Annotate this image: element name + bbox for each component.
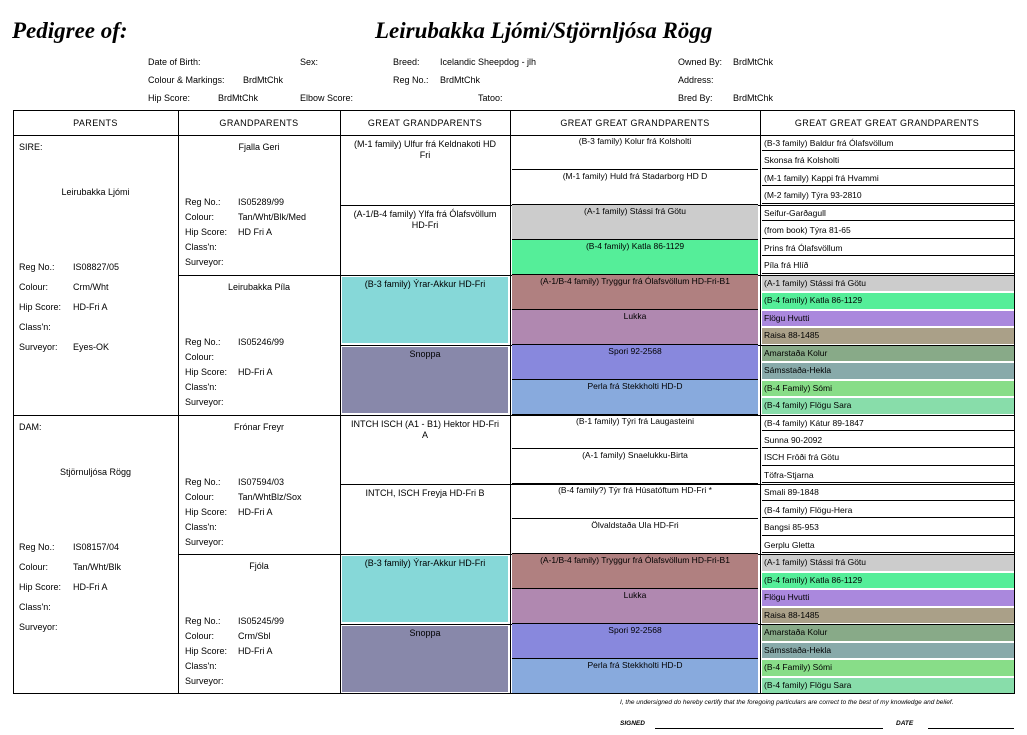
- grandparent-field-label: Class'n:: [185, 242, 217, 252]
- great-grandparent-name: INTCH ISCH (A1 - B1) Hektor HD-Fri A: [350, 418, 499, 440]
- ggg-grandparent-name: Sámsstaða-Hekla: [762, 643, 1014, 658]
- great-grandparent-name: (A-1/B-4 family) Ylfa frá Ólafsvöllum HD-Fri: [353, 208, 497, 230]
- gg-grandparent-name: (A-1 family) Stássi frá Götu: [512, 205, 758, 240]
- parent-field-label: Colour:: [19, 561, 49, 572]
- parent-field-value: Eyes-OK: [73, 342, 110, 352]
- grandparent-field-value: HD-Fri A: [238, 646, 273, 657]
- breed-value: Icelandic Sheepdog - jlh: [440, 57, 537, 67]
- grandparent-field-label: Colour:: [185, 631, 215, 642]
- grandparent-field-label: Hip Score:: [185, 646, 228, 657]
- grandparent-field-value: Tan/WhtBlz/Sox: [238, 491, 302, 502]
- parent-field-label: Surveyor:: [19, 342, 58, 352]
- dob-label: Date of Birth:: [148, 57, 201, 67]
- parent-field-value: HD-Fri A: [73, 581, 108, 592]
- bred-label: Bred By:: [678, 93, 713, 103]
- ggg-grandparent-name: (A-1 family) Stássi frá Götu: [762, 555, 1014, 570]
- ggg-grandparent-name: (B-4 family) Flögu Sara: [762, 678, 1014, 693]
- signature-line: [655, 728, 883, 729]
- great-grandparent-name: INTCH, ISCH Freyja HD-Fri B: [365, 488, 485, 499]
- ggg-grandparent-name: Flögu Hvutti: [762, 311, 1014, 326]
- column-header: GRANDPARENTS: [219, 117, 299, 128]
- ggg-grandparent-name: (B-4 family) Kátur 89-1847: [762, 416, 1014, 431]
- ggg-grandparent-name: (B-4 Family) Sómi: [762, 660, 1014, 675]
- grandparent-field-label: Surveyor:: [185, 396, 224, 407]
- gg-grandparent-name: Perla frá Stekkholti HD-D: [512, 659, 758, 694]
- ggg-grandparent-name: Seifur-Garðagull: [762, 206, 1014, 221]
- grandparent-field-value: IS05289/99: [238, 197, 285, 207]
- gg-grandparent-name: Lukka: [512, 310, 758, 345]
- grandparent-field-label: Surveyor:: [185, 536, 224, 547]
- colour-label: Colour & Markings:: [148, 75, 225, 85]
- great-grandparent-name: (B-3 family) Ýrar-Akkur HD-Fri: [364, 558, 486, 569]
- parent-field-value: Tan/Wht/Blk: [73, 561, 122, 572]
- ggg-grandparent-name: (from book) Týra 81-65: [762, 223, 1014, 238]
- parent-field-label: Hip Score:: [19, 302, 62, 312]
- grandparent-field-label: Reg No.:: [185, 197, 221, 207]
- ggg-grandparent-name: (B-4 family) Katla 86-1129: [762, 573, 1014, 588]
- date-label: DATE: [896, 720, 914, 727]
- ggg-grandparent-name: (A-1 family) Stássi frá Götu: [762, 276, 1014, 291]
- ggg-grandparent-name: Gerplu Gletta: [762, 538, 1014, 553]
- ggg-grandparent-name: (M-1 family) Kappi frá Hvammi: [762, 171, 1014, 186]
- parent-field-label: Hip Score:: [19, 581, 62, 592]
- great-grandparent-name: Snoppa: [409, 348, 441, 359]
- parent-field-value: IS08827/05: [73, 262, 120, 272]
- grandparent-name: Fjalla Geri: [238, 142, 280, 152]
- ggg-grandparent-name: Raisa 88-1485: [762, 608, 1014, 623]
- great-grandparent-name: Snoppa: [409, 628, 441, 639]
- gg-grandparent-name: (M-1 family) Huld frá Stadarborg HD D: [512, 170, 758, 205]
- grandparent-field-value: IS05245/99: [238, 616, 285, 627]
- grandparent-field-label: Class'n:: [185, 521, 217, 532]
- grandparent-field-label: Reg No.:: [185, 616, 221, 627]
- great-grandparent-name: (B-3 family) Ýrar-Akkur HD-Fri: [364, 278, 486, 289]
- grandparent-field-value: IS07594/03: [238, 476, 285, 487]
- ggg-grandparent-name: (B-4 Family) Sómi: [762, 381, 1014, 396]
- parent-field-value: HD-Fri A: [73, 302, 108, 312]
- parent-name: Stjörnuljósa Rögg: [59, 466, 132, 477]
- gg-grandparent-name: Perla frá Stekkholti HD-D: [512, 380, 758, 415]
- regno-value: BrdMtChk: [440, 75, 481, 85]
- ggg-grandparent-name: Raisa 88-1485: [762, 328, 1014, 343]
- grandparent-field-label: Hip Score:: [185, 366, 228, 377]
- parent-field-label: Class'n:: [19, 322, 51, 332]
- grandparent-field-label: Surveyor:: [185, 257, 224, 267]
- gg-grandparent-name: Spori 92-2568: [512, 624, 758, 659]
- column-header: PARENTS: [73, 117, 118, 128]
- great-grandparent-name: (M-1 family) Ulfur frá Keldnakoti HD Fri: [353, 139, 497, 160]
- grandparent-field-label: Hip Score:: [185, 227, 228, 237]
- sex-label: Sex:: [300, 57, 319, 67]
- grandparent-field-label: Class'n:: [185, 381, 217, 392]
- grandparent-field-label: Colour:: [185, 351, 215, 362]
- ggg-grandparent-name: ISCH Frōði frá Götu: [762, 450, 1014, 465]
- grandparent-field-label: Reg No.:: [185, 476, 221, 487]
- parent-field-label: Reg No.:: [19, 541, 55, 552]
- parent-role: SIRE:: [19, 142, 43, 152]
- address-label: Address:: [678, 75, 714, 85]
- column-divider: [510, 110, 511, 694]
- ggg-grandparent-name: Prins frá Ólafsvöllum: [762, 241, 1014, 256]
- parent-field-label: Reg No.:: [19, 262, 55, 272]
- ggg-grandparent-name: Smali 89-1848: [762, 485, 1014, 500]
- ggg-grandparent-name: (M-2 family) Týra 93-2810: [762, 188, 1014, 203]
- gg-grandparent-name: (B-4 family) Katla 86-1129: [512, 240, 758, 275]
- gg-grandparent-name: Ölvaldstaða Ula HD-Fri: [512, 519, 758, 554]
- parent-field-label: Class'n:: [19, 601, 51, 612]
- hip-label: Hip Score:: [148, 93, 191, 103]
- ggg-grandparent-name: Skonsa frá Kolsholti: [762, 153, 1014, 168]
- grandparent-field-value: Tan/Wht/Blk/Med: [238, 212, 307, 222]
- owned-label: Owned By:: [678, 57, 723, 67]
- gg-grandparent-name: (A-1 family) Snaelukku-Birta: [512, 449, 758, 484]
- owned-value: BrdMtChk: [733, 57, 774, 67]
- column-divider: [178, 110, 179, 694]
- ggg-grandparent-name: Sámsstaða-Hekla: [762, 363, 1014, 378]
- gg-grandparent-name: (B-1 family) Týri frá Laugasteini: [512, 415, 758, 450]
- column-header: GREAT GRANDPARENTS: [367, 117, 483, 128]
- date-line: [928, 728, 1014, 729]
- gg-grandparent-name: (B-4 family?) Týr frá Húsatóftum HD-Fri *: [512, 484, 758, 519]
- grandparent-field-value: HD-Fri A: [238, 366, 273, 377]
- ggg-grandparent-name: (B-4 family) Katla 86-1129: [762, 293, 1014, 308]
- ggg-grandparent-name: Píla frá Hlíð: [762, 258, 1014, 273]
- parent-role: DAM:: [19, 421, 42, 432]
- gg-grandparent-name: Spori 92-2568: [512, 345, 758, 380]
- grandparent-field-label: Surveyor:: [185, 676, 224, 687]
- bred-value: BrdMtChk: [733, 93, 774, 103]
- ggg-grandparent-name: Töfra-Stjarna: [762, 468, 1014, 483]
- column-header: GREAT GREAT GRANDPARENTS: [560, 117, 710, 128]
- ggg-grandparent-name: (B-3 family) Baldur frá Ólafsvöllum: [762, 136, 1014, 151]
- grandparent-field-value: HD Fri A: [238, 227, 273, 237]
- dog-name-title: Leirubakka Ljómi/Stjörnljósa Rögg: [375, 18, 713, 43]
- tatoo-label: Tatoo:: [478, 93, 503, 103]
- parent-name: Leirubakka Ljómi: [61, 187, 130, 197]
- grandparent-field-value: HD-Fri A: [238, 506, 273, 517]
- ggg-grandparent-name: Amarstaða Kolur: [762, 346, 1014, 361]
- ggg-grandparent-name: Bangsi 85-953: [762, 520, 1014, 535]
- grandparent-field-label: Class'n:: [185, 661, 217, 672]
- gg-grandparent-name: (A-1/B-4 family) Tryggur frá Ólafsvöllum HD-Fri-B1: [512, 554, 758, 589]
- gg-grandparent-name: (B-3 family) Kolur frá Kolsholti: [512, 135, 758, 170]
- parent-field-label: Colour:: [19, 282, 49, 292]
- parent-field-value: Crm/Wht: [73, 282, 109, 292]
- grandparent-field-label: Colour:: [185, 491, 215, 502]
- elbow-label: Elbow Score:: [300, 93, 354, 103]
- ggg-grandparent-name: (B-4 family) Flögu-Hera: [762, 503, 1014, 518]
- gg-grandparent-name: (A-1/B-4 family) Tryggur frá Ólafsvöllum HD-Fri-B1: [512, 275, 758, 310]
- parent-field-label: Surveyor:: [19, 621, 58, 632]
- breed-label: Breed:: [393, 57, 420, 67]
- ggg-grandparent-name: (B-4 family) Flögu Sara: [762, 398, 1014, 413]
- ggg-grandparent-name: Amarstaða Kolur: [762, 625, 1014, 640]
- ggg-grandparent-name: Flögu Hvutti: [762, 590, 1014, 605]
- column-header: GREAT GREAT GREAT GRANDPARENTS: [794, 117, 980, 128]
- grandparent-name: Frónar Freyr: [233, 421, 284, 432]
- grandparent-field-label: Colour:: [185, 212, 215, 222]
- hip-value: BrdMtChk: [218, 93, 259, 103]
- certify-text: I, the undersigned do hereby certify that the foregoing particulars are correct to the best of my knowledge and belief.: [620, 699, 954, 706]
- grandparent-field-label: Hip Score:: [185, 506, 228, 517]
- gg-grandparent-name: Lukka: [512, 589, 758, 624]
- grandparent-field-label: Reg No.:: [185, 336, 221, 347]
- column-divider: [760, 110, 761, 694]
- parent-field-value: IS08157/04: [73, 541, 120, 552]
- regno-label: Reg No.:: [393, 75, 429, 85]
- grandparent-field-value: Crm/Sbl: [238, 631, 271, 642]
- ggg-grandparent-name: Sunna 90-2092: [762, 433, 1014, 448]
- grandparent-name: Leirubakka Píla: [227, 281, 291, 292]
- grandparent-name: Fjóla: [249, 561, 269, 572]
- signed-label: SIGNED: [620, 720, 645, 727]
- grandparent-field-value: IS05246/99: [238, 336, 285, 347]
- colour-value: BrdMtChk: [243, 75, 284, 85]
- pedigree-label: Pedigree of:: [12, 18, 128, 43]
